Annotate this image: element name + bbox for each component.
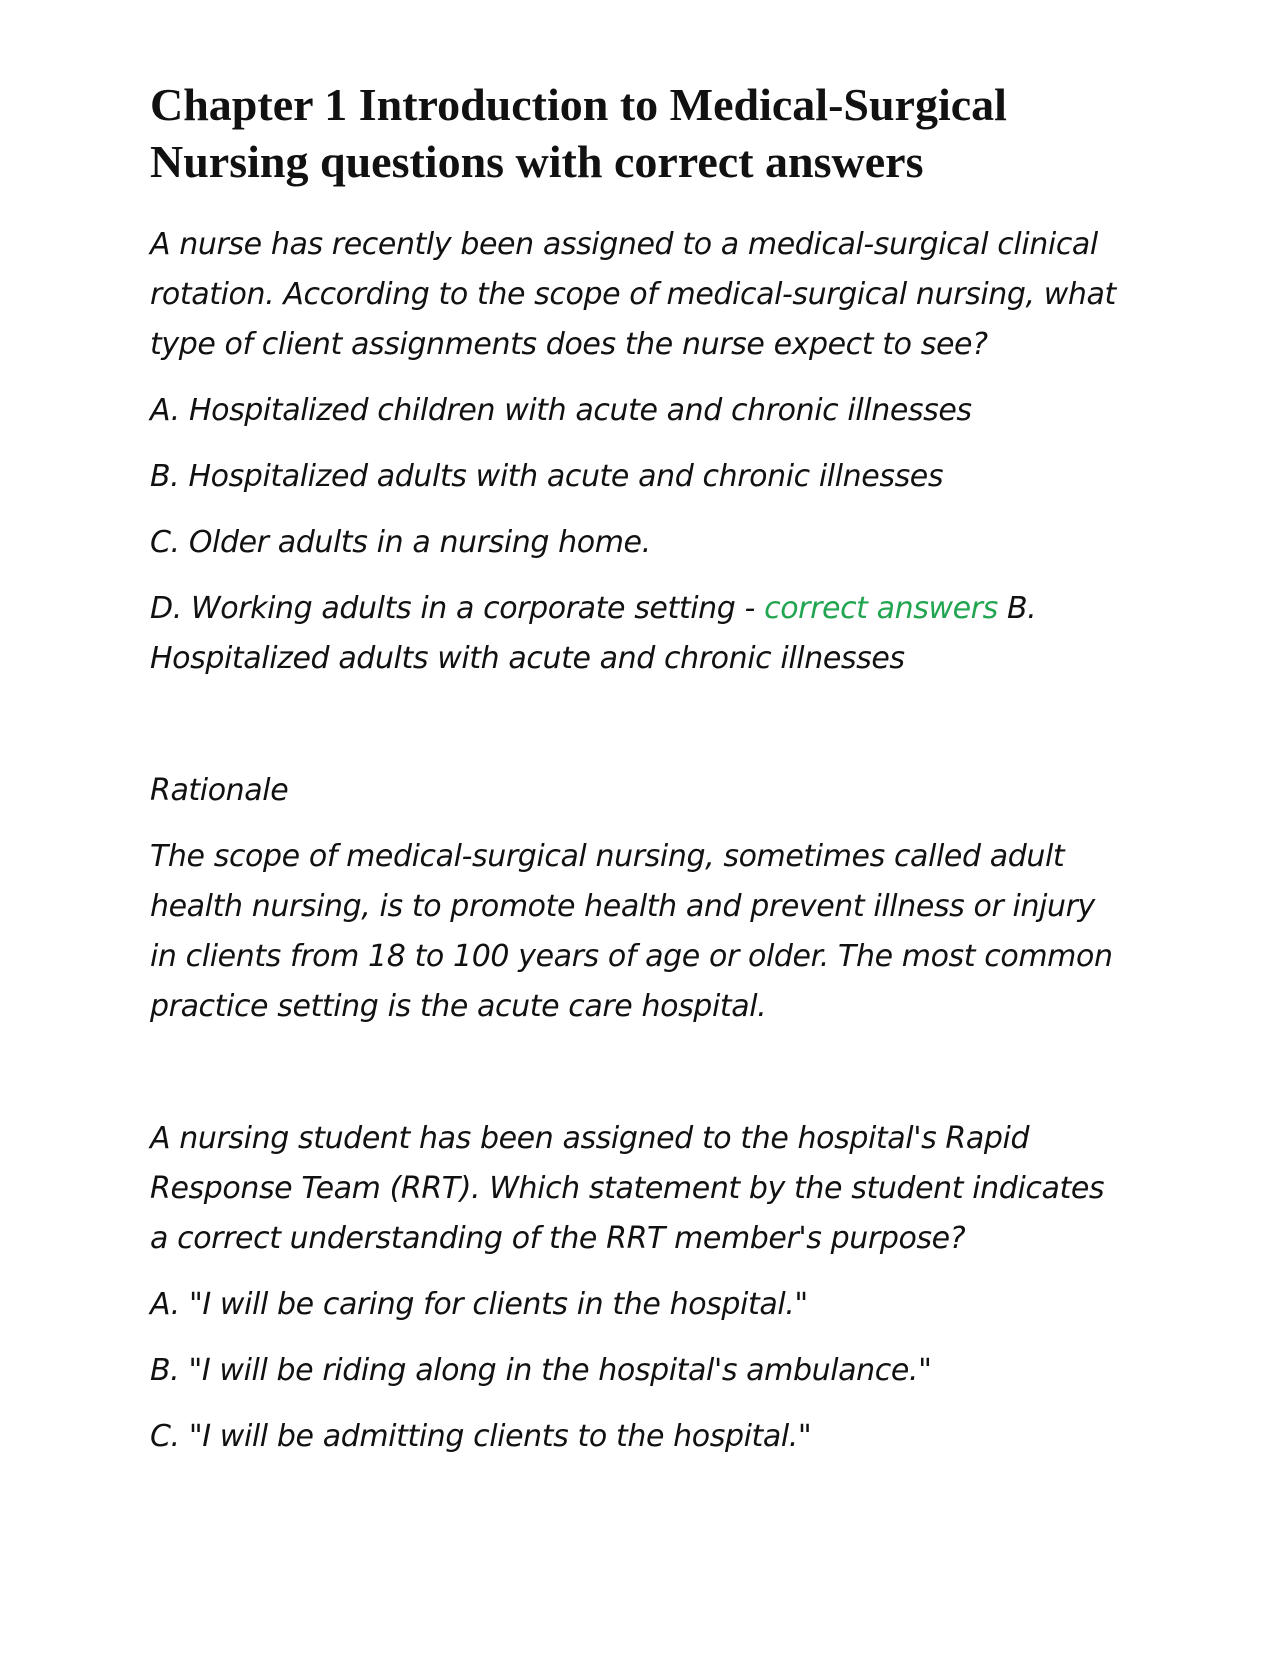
question-1-correct-answer: B. Hospitalized adults with acute and chronic illnesses <box>150 591 1037 676</box>
question-2-option-a: A. "I will be caring for clients in the hospital." <box>150 1287 808 1322</box>
rationale-heading: Rationale <box>150 773 289 808</box>
question-1-option-a: A. Hospitalized children with acute and chronic illnesses <box>150 393 972 428</box>
spacer <box>150 1048 1130 1114</box>
question-1-option-b: B. Hospitalized adults with acute and chronic illnesses <box>150 459 944 494</box>
document-page <box>150 76 1130 1478</box>
question-2-option-b: B. "I will be riding along in the hospital's ambulance." <box>150 1353 932 1388</box>
correct-answers-label: correct answers <box>764 591 998 626</box>
question-2-stem: A nursing student has been assigned to the hospital's Rapid Response Team (RRT). Which statement by the student indicates a correct understanding of the RRT member's purpose? <box>150 1121 1105 1256</box>
question-1-option-c: C. Older adults in a nursing home. <box>150 525 651 560</box>
page-title: Chapter 1 Introduction to Medical-Surgical Nursing questions with correct answers <box>150 79 1007 187</box>
question-1-stem: A nurse has recently been assigned to a medical-surgical clinical rotation. According to the scope of medical-surgical nursing, what type of client assignments does the nurse expect to see? <box>150 227 1116 362</box>
rationale-text: The scope of medical-surgical nursing, sometimes called adult health nursing, is to promote health and prevent illness or injury in clients from 18 to 100 years of age or older. The most common practice setting is the acute care hospital. <box>150 839 1113 1024</box>
question-1-option-d-with-answer <box>150 584 1130 684</box>
question-1-option-d: D. Working adults in a corporate setting - <box>150 591 765 626</box>
spacer <box>150 700 1130 766</box>
question-2-option-c: C. "I will be admitting clients to the hospital." <box>150 1419 812 1454</box>
